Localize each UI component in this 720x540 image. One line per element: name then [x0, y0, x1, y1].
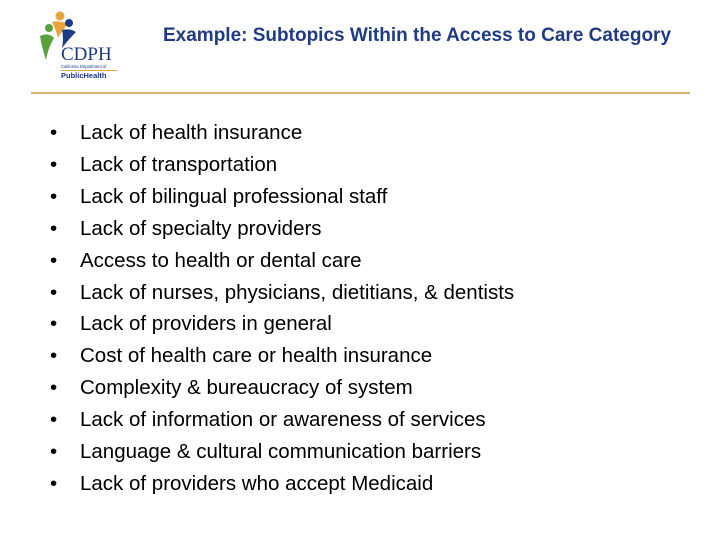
cdph-logo: [34, 8, 122, 82]
bullet-icon: •: [50, 471, 58, 495]
list-item-text: Lack of bilingual professional staff: [80, 184, 388, 208]
list-item-text: Lack of providers in general: [80, 312, 332, 336]
bullet-icon: •: [50, 152, 58, 176]
list-item: [50, 149, 514, 181]
bullet-icon: •: [50, 312, 58, 336]
logo-tagline: PublicHealth: [61, 71, 107, 80]
list-item-text: Language & cultural communication barriers: [80, 440, 482, 464]
list-item: [50, 436, 514, 468]
bullet-icon: •: [50, 184, 58, 208]
bullet-icon: •: [50, 280, 58, 304]
bullet-icon: •: [50, 440, 58, 464]
list-item-text: Lack of nurses, physicians, dietitians, & dentists: [80, 280, 515, 304]
list-item-text: Access to health or dental care: [80, 248, 362, 272]
list-item-text: Lack of specialty providers: [80, 216, 322, 240]
list-item: [50, 308, 514, 340]
list-item: [50, 468, 514, 500]
list-item: [50, 372, 514, 404]
list-item: [50, 181, 514, 213]
list-item-text: Complexity & bureaucracy of system: [80, 376, 413, 400]
list-item-text: Lack of providers who accept Medicaid: [80, 471, 434, 495]
bullet-icon: •: [50, 216, 58, 240]
logo-subtext: California Department of: [61, 64, 107, 69]
list-item: [50, 245, 514, 277]
bullet-icon: •: [50, 408, 58, 432]
title-divider: [31, 92, 690, 94]
list-item: [50, 117, 514, 149]
list-item-text: Lack of transportation: [80, 152, 278, 176]
list-item: [50, 404, 514, 436]
list-item: [50, 340, 514, 372]
slide-title: Example: Subtopics Within the Access to Care Category: [163, 25, 672, 46]
list-item-text: Cost of health care or health insurance: [80, 344, 433, 368]
subtopic-list: [50, 117, 514, 500]
bullet-icon: •: [50, 248, 58, 272]
bullet-icon: •: [50, 344, 58, 368]
bullet-icon: •: [50, 376, 58, 400]
cdph-logo-graphic: [34, 8, 122, 82]
list-item: [50, 277, 514, 309]
list-item-text: Lack of information or awareness of services: [80, 408, 486, 432]
logo-wordmark: CDPH: [61, 44, 112, 65]
bullet-icon: •: [50, 121, 58, 144]
list-item-text: Lack of health insurance: [80, 121, 303, 144]
list-item: [50, 213, 514, 245]
